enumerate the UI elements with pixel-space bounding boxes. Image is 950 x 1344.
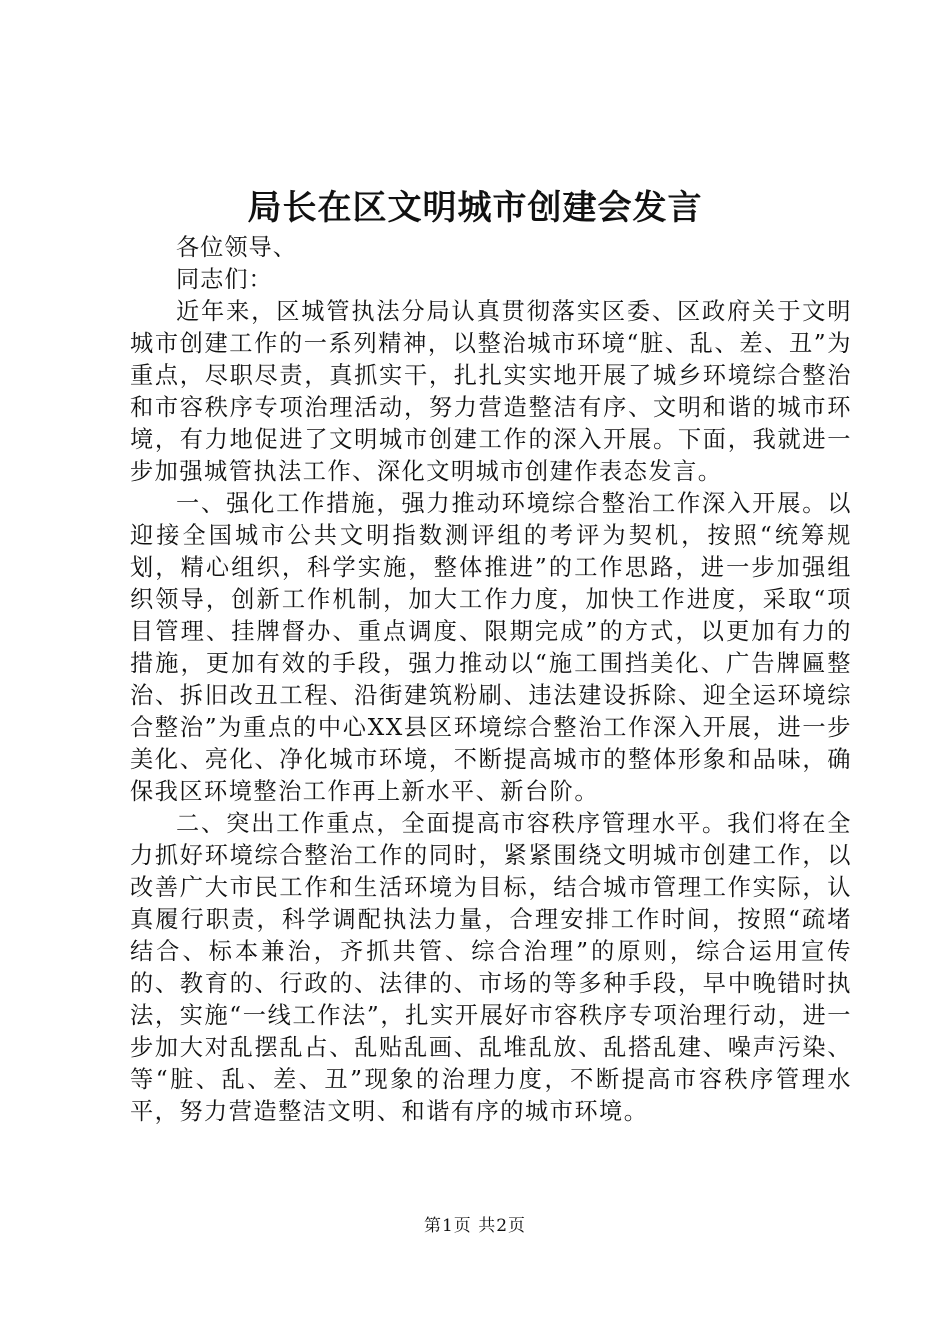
paragraph-intro: 近年来，区城管执法分局认真贯彻落实区委、区政府关于文明城市创建工作的一系列精神，以整治城市环境“脏、乱、差、丑”为重点，尽职尽责，真抓实干，扎扎实实地开展了城乡环境综合整治和市容秩序专项治理活动，努力营造整洁有序、文明和谐的城市环境，有力地促进了文明城市创建工作的深入开展。下面，我就进一步加强城管执法工作、深化文明城市创建作表态发言。 (130, 298, 852, 485)
salutation-leaders: 各位领导、 (176, 234, 297, 261)
paragraph-section-one: 一、强化工作措施，强力推动环境综合整治工作深入开展。以迎接全国城市公共文明指数测评组的考评为契机，按照“统筹规划，精心组织，科学实施，整体推进”的工作思路，进一步加强组织领导，创新工作机制，加大工作力度，加快工作进度，采取“项目管理、挂牌督办、重点调度、限期完成”的方式，以更加有力的措施，更加有效的手段，强力推动以“施工围挡美化、广告牌匾整治、拆旧改丑工程、沿街建筑粉刷、违法建设拆除、迎全运环境综合整治”为重点的中心XX县区环境综合整治工作深入开展，进一步美化、亮化、净化城市环境，不断提高城市的整体形象和品味，确保我区环境整治工作再上新水平、新台阶。 (130, 490, 852, 805)
page-number-footer: 第1页 共2页 (423, 1216, 527, 1236)
salutation-comrades: 同志们： (176, 266, 273, 293)
document-title: 局长在区文明城市创建会发言 (247, 188, 703, 228)
document-body (130, 232, 852, 1128)
paragraph-section-two: 二、突出工作重点，全面提高市容秩序管理水平。我们将在全力抓好环境综合整治工作的同时，紧紧围绕文明城市创建工作，以改善广大市民工作和生活环境为目标，结合城市管理工作实际，认真履行职责，科学调配执法力量，合理安排工作时间，按照“疏堵结合、标本兼治，齐抓共管、综合治理”的原则，综合运用宣传的、教育的、行政的、法律的、市场的等多种手段，早中晚错时执法，实施“一线工作法”，扎实开展好市容秩序专项治理行动，进一步加大对乱摆乱占、乱贴乱画、乱堆乱放、乱搭乱建、噪声污染、等“脏、乱、差、丑”现象的治理力度，不断提高市容秩序管理水平，努力营造整洁文明、和谐有序的城市环境。 (130, 810, 852, 1125)
